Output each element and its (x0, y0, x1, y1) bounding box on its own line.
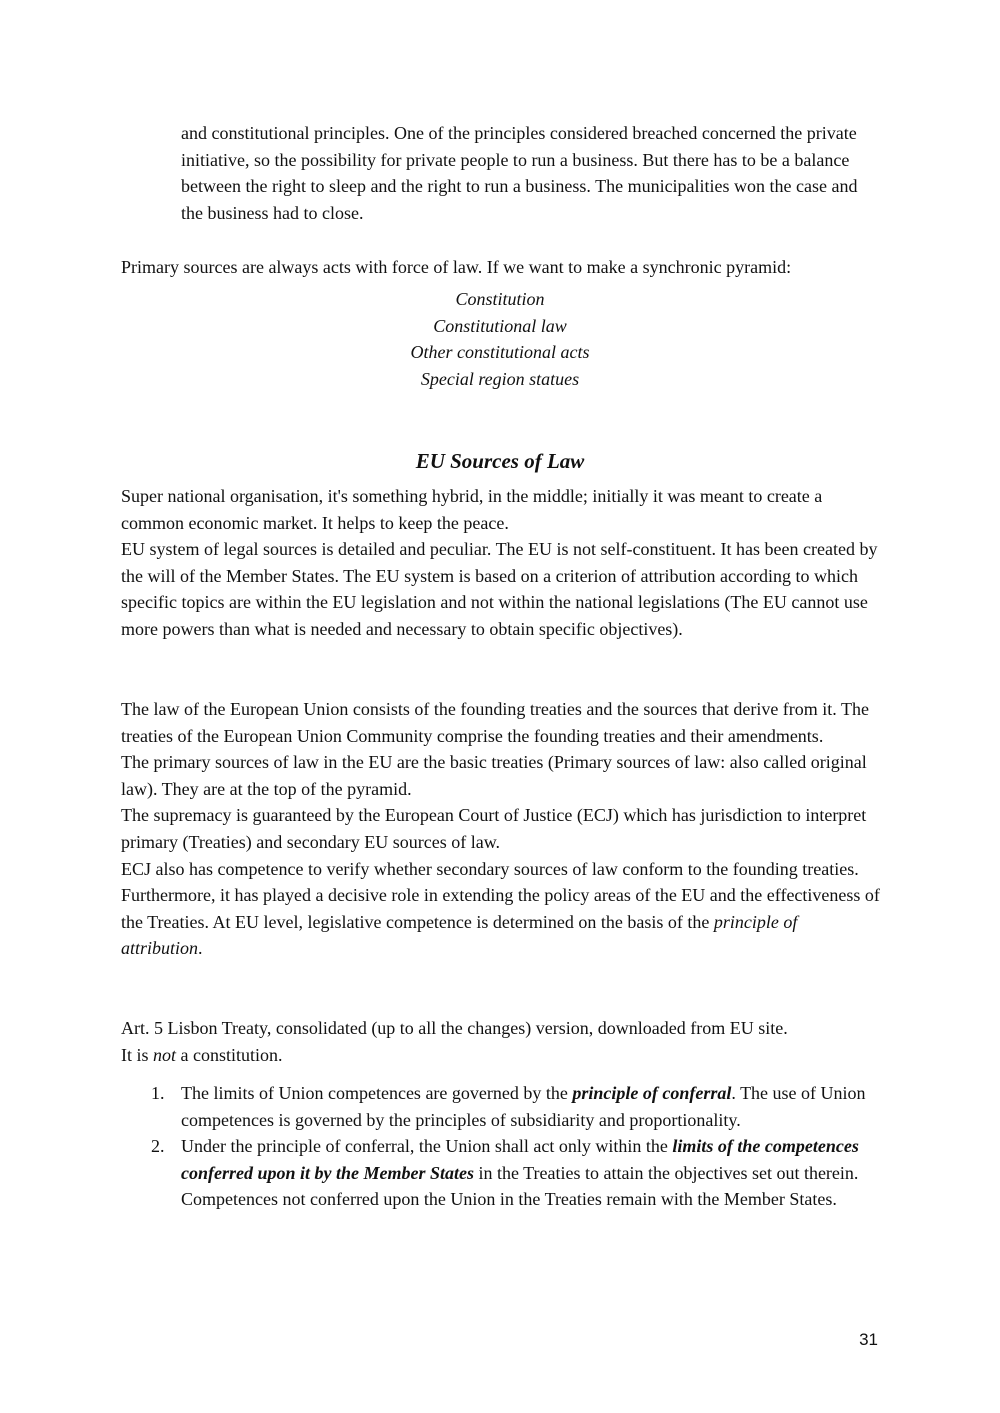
text-run: . (198, 938, 203, 959)
paragraph (121, 1042, 883, 1069)
list-number: 1. (151, 1083, 165, 1103)
paragraph: Super national organisation, it's something hybrid, in the middle; initially it was meant to create a common economic market. It helps to keep the peace. (121, 486, 823, 533)
text-run: . The use of Union competences is governed by the principles of subsidiarity and proportionality. (181, 1083, 866, 1130)
paragraph: The law of the European Union consists of the founding treaties and the sources that derive from it. The treaties of the European Union Community comprise the founding treaties and their amendments. (121, 699, 869, 746)
paragraph: The primary sources of law in the EU are the basic treaties (Primary sources of law: also called original law). They are at the top of the pyramid. (121, 752, 867, 799)
art5-list (121, 1080, 883, 1213)
text-run: Under the principle of conferral, the Union shall act only within the (181, 1136, 673, 1157)
paragraph (121, 856, 883, 962)
text-run: a constitution. (176, 1044, 283, 1065)
list-item (121, 1133, 883, 1213)
emphasis-text: limits of the competences conferred upon it by the Member States (181, 1136, 859, 1183)
paragraph: EU system of legal sources is detailed and peculiar. The EU is not self-constituent. It has been created by the will of the Member States. The EU system is based on a criterion of attribution according to which specific topics are within the EU legislation and not within the national legislations (The EU cannot use more powers than what is needed and necessary to obtain specific objectives). (121, 539, 878, 639)
paragraph: Art. 5 Lisbon Treaty, consolidated (up to all the changes) version, downloaded from EU site. (121, 1018, 788, 1038)
synchronic-pyramid (121, 286, 879, 392)
list-item (121, 1080, 883, 1133)
text-run: It is (121, 1044, 154, 1065)
emphasis-text: not (153, 1044, 177, 1065)
pyramid-level: Constitution (455, 289, 545, 309)
art5-block (121, 1015, 883, 1068)
pyramid-level: Other constitutional acts (410, 342, 590, 363)
pyramid-level: Constitutional law (433, 315, 567, 336)
emphasis-text: principle of attribution (121, 911, 798, 959)
indented-paragraph: and constitutional principles. One of the principles considered breached concerned the private initiative, so the possibility for private people to run a business. But there has to be a balance between the right to sleep and the right to run a business. The municipalities won the case and the business had to close. (181, 123, 858, 223)
text-run: ECJ also has competence to verify whether secondary sources of law conform to the founding treaties. Furthermore, it has played a decisive role in extending the policy areas of the EU and the effectiveness of the Treaties. At EU level, legislative competence is determined on the basis of the (121, 858, 880, 932)
paragraph: The supremacy is guaranteed by the European Court of Justice (ECJ) which has jurisdiction to interpret primary (Treaties) and secondary EU sources of law. (121, 805, 867, 852)
text-run: The limits of Union competences are governed by the (181, 1083, 573, 1103)
text-run: in the Treaties to attain the objectives set out therein. Competences not conferred upon the Union in the Treaties remain with the Member States. (181, 1162, 859, 1210)
section-heading: EU Sources of Law (415, 449, 585, 473)
page-number: 31 (859, 1330, 878, 1349)
list-number: 2. (151, 1136, 165, 1157)
emphasis-text: principle of conferral (572, 1083, 732, 1103)
eu-overview-block (121, 483, 883, 643)
pyramid-intro: Primary sources are always acts with force of law. If we want to make a synchronic pyramid: (121, 257, 792, 277)
pyramid-level: Special region statues (420, 368, 580, 389)
eu-law-block (121, 696, 883, 962)
